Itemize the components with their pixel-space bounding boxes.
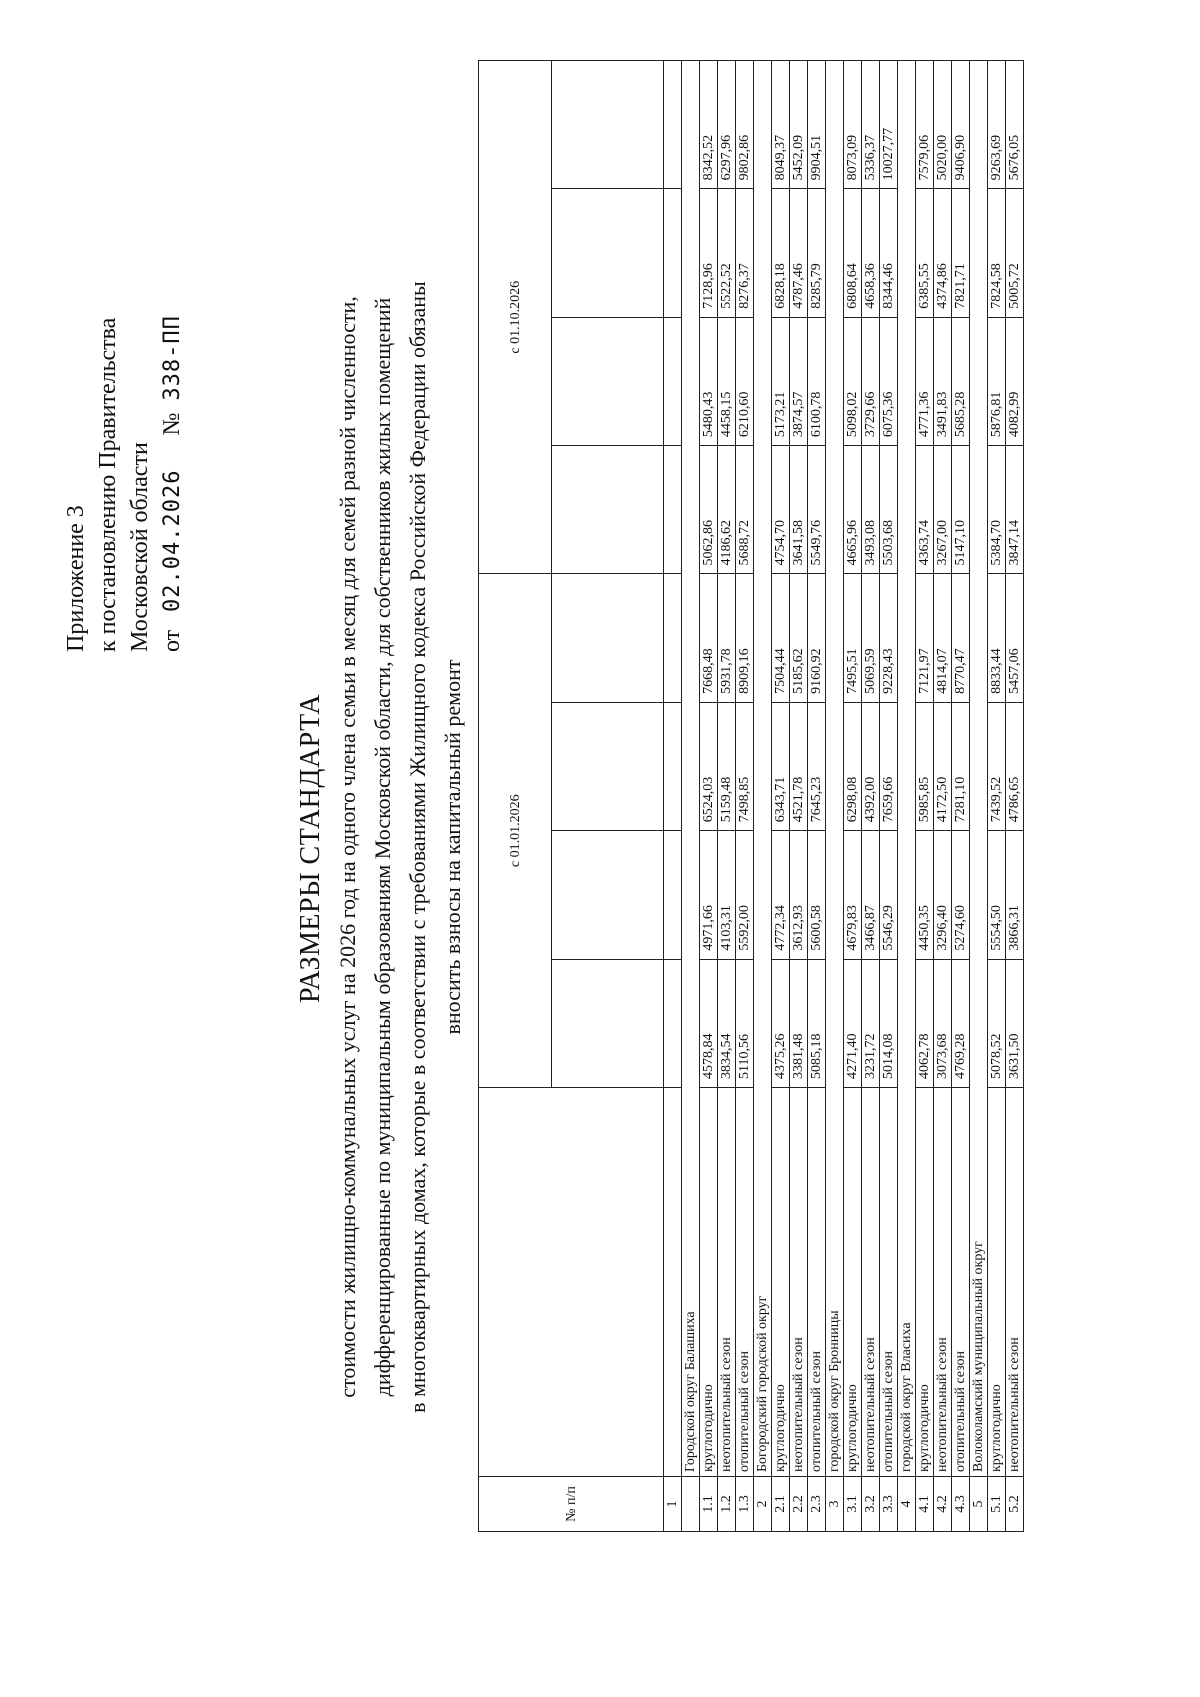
index-cell bbox=[664, 702, 682, 830]
value-cell: 4186,62 bbox=[718, 446, 736, 574]
value-cell: 5336,37 bbox=[862, 61, 880, 189]
value-cell: 6100,78 bbox=[808, 317, 826, 445]
value-cell: 4772,34 bbox=[772, 831, 790, 959]
index-cell: 1 bbox=[664, 1477, 682, 1532]
header-col-4 bbox=[552, 574, 664, 702]
index-cell bbox=[664, 446, 682, 574]
value-cell: 4103,31 bbox=[718, 831, 736, 959]
value-cell: 3874,57 bbox=[790, 317, 808, 445]
row-name: круглогодично bbox=[700, 1088, 718, 1477]
value-cell: 5452,09 bbox=[790, 61, 808, 189]
table-row bbox=[736, 61, 754, 1532]
value-cell: 8285,79 bbox=[808, 189, 826, 317]
group-num: 3 bbox=[826, 1477, 844, 1532]
value-cell: 5005,72 bbox=[1006, 189, 1024, 317]
row-num: 2.3 bbox=[808, 1477, 826, 1532]
value-cell: 4458,15 bbox=[718, 317, 736, 445]
value-cell: 4375,26 bbox=[772, 959, 790, 1087]
appendix-block bbox=[60, 132, 189, 652]
value-cell: 5110,56 bbox=[736, 959, 754, 1087]
value-cell: 7504,44 bbox=[772, 574, 790, 702]
value-cell: 4679,83 bbox=[844, 831, 862, 959]
value-cell: 5592,00 bbox=[736, 831, 754, 959]
row-name: круглогодично bbox=[988, 1088, 1006, 1477]
row-num: 3.2 bbox=[862, 1477, 880, 1532]
value-cell: 4771,36 bbox=[916, 317, 934, 445]
group-num: 2 bbox=[754, 1477, 772, 1532]
row-num: 3.1 bbox=[844, 1477, 862, 1532]
value-cell: 3866,31 bbox=[1006, 831, 1024, 959]
value-cell: 4062,78 bbox=[916, 959, 934, 1087]
value-cell: 5069,59 bbox=[862, 574, 880, 702]
value-cell: 6210,60 bbox=[736, 317, 754, 445]
value-cell: 3231,72 bbox=[862, 959, 880, 1087]
value-cell: 5676,05 bbox=[1006, 61, 1024, 189]
value-cell: 6385,55 bbox=[916, 189, 934, 317]
group-row bbox=[970, 61, 988, 1532]
document-title: РАЗМЕРЫ СТАНДАРТА bbox=[295, 693, 326, 1004]
value-cell: 5685,28 bbox=[952, 317, 970, 445]
value-cell: 7498,85 bbox=[736, 702, 754, 830]
table-row bbox=[952, 61, 970, 1532]
value-cell: 9802,86 bbox=[736, 61, 754, 189]
decree-date: 02.04.2026 bbox=[160, 469, 185, 612]
index-cell bbox=[664, 959, 682, 1087]
row-name: круглогодично bbox=[844, 1088, 862, 1477]
table-row bbox=[862, 61, 880, 1532]
row-name: круглогодично bbox=[916, 1088, 934, 1477]
value-cell: 3296,40 bbox=[934, 831, 952, 959]
value-cell: 4172,50 bbox=[934, 702, 952, 830]
value-cell: 5503,68 bbox=[880, 446, 898, 574]
appendix-date-line bbox=[156, 132, 189, 652]
value-cell: 5085,18 bbox=[808, 959, 826, 1087]
value-cell: 8833,44 bbox=[988, 574, 1006, 702]
row-num: 4.3 bbox=[952, 1477, 970, 1532]
header-col-5 bbox=[552, 446, 664, 574]
value-cell: 7579,06 bbox=[916, 61, 934, 189]
value-cell: 10027,77 bbox=[880, 61, 898, 189]
index-cell bbox=[664, 831, 682, 959]
date-prefix: от bbox=[159, 629, 185, 652]
value-cell: 6808,64 bbox=[844, 189, 862, 317]
header-name bbox=[479, 1088, 664, 1477]
row-num: 1.1 bbox=[700, 1477, 718, 1532]
group-name: Богородский городской округ bbox=[754, 61, 772, 1477]
value-cell: 8344,46 bbox=[880, 189, 898, 317]
value-cell: 8770,47 bbox=[952, 574, 970, 702]
value-cell: 5688,72 bbox=[736, 446, 754, 574]
value-cell: 5147,10 bbox=[952, 446, 970, 574]
row-name: круглогодично bbox=[772, 1088, 790, 1477]
row-num: 5.2 bbox=[1006, 1477, 1024, 1532]
header-col-1 bbox=[552, 959, 664, 1087]
appendix-line-2: к постановлению Правительства bbox=[95, 317, 121, 652]
value-cell: 5274,60 bbox=[952, 831, 970, 959]
value-cell: 4271,40 bbox=[844, 959, 862, 1087]
value-cell: 4769,28 bbox=[952, 959, 970, 1087]
value-cell: 7128,96 bbox=[700, 189, 718, 317]
appendix-line-3: Московской области bbox=[127, 442, 153, 652]
value-cell: 5078,52 bbox=[988, 959, 1006, 1087]
value-cell: 7824,58 bbox=[988, 189, 1006, 317]
value-cell: 4374,86 bbox=[934, 189, 952, 317]
decree-number: 338-ПП bbox=[160, 315, 185, 401]
value-cell: 8049,37 bbox=[772, 61, 790, 189]
row-num: 1.3 bbox=[736, 1477, 754, 1532]
table-row bbox=[1006, 61, 1024, 1532]
value-cell: 3466,87 bbox=[862, 831, 880, 959]
value-cell: 3631,50 bbox=[1006, 959, 1024, 1087]
value-cell: 5062,86 bbox=[700, 446, 718, 574]
value-cell: 4658,36 bbox=[862, 189, 880, 317]
table-row bbox=[808, 61, 826, 1532]
value-cell: 5185,62 bbox=[790, 574, 808, 702]
value-cell: 9406,90 bbox=[952, 61, 970, 189]
value-cell: 4363,74 bbox=[916, 446, 934, 574]
value-cell: 6343,71 bbox=[772, 702, 790, 830]
value-cell: 9160,92 bbox=[808, 574, 826, 702]
value-cell: 7659,66 bbox=[880, 702, 898, 830]
row-name: отопительный сезон bbox=[880, 1088, 898, 1477]
value-cell: 7121,97 bbox=[916, 574, 934, 702]
row-name: неотопительный сезон bbox=[934, 1088, 952, 1477]
value-cell: 4392,00 bbox=[862, 702, 880, 830]
value-cell: 5020,00 bbox=[934, 61, 952, 189]
value-cell: 4971,66 bbox=[700, 831, 718, 959]
group-num bbox=[682, 1477, 700, 1532]
value-cell: 7668,48 bbox=[700, 574, 718, 702]
value-cell: 4786,65 bbox=[1006, 702, 1024, 830]
table-row bbox=[790, 61, 808, 1532]
index-cell bbox=[664, 1088, 682, 1477]
value-cell: 3493,08 bbox=[862, 446, 880, 574]
value-cell: 3641,58 bbox=[790, 446, 808, 574]
header-num: № п/п bbox=[479, 1477, 664, 1532]
subtitle-line-2: дифференцированные по муниципальным образованиям Московской области, для собственников жилых помещений bbox=[370, 297, 395, 1397]
table-row bbox=[988, 61, 1006, 1532]
document-subtitle bbox=[330, 77, 470, 1617]
table-body bbox=[664, 61, 1024, 1532]
header-col-2 bbox=[552, 831, 664, 959]
value-cell: 3834,54 bbox=[718, 959, 736, 1087]
value-cell: 5549,76 bbox=[808, 446, 826, 574]
header-period-1: с 01.01.2026 bbox=[479, 574, 552, 1088]
value-cell: 4814,07 bbox=[934, 574, 952, 702]
value-cell: 9263,69 bbox=[988, 61, 1006, 189]
group-name: Волоколамский муниципальный округ bbox=[970, 61, 988, 1477]
table-row bbox=[880, 61, 898, 1532]
table-row bbox=[772, 61, 790, 1532]
index-cell bbox=[664, 61, 682, 189]
subtitle-line-1: стоимости жилищно-коммунальных услуг на 2026 год на одного члена семьи в месяц для семей разной численности, bbox=[335, 296, 360, 1398]
value-cell: 3729,66 bbox=[862, 317, 880, 445]
header-col-7 bbox=[552, 189, 664, 317]
row-name: отопительный сезон bbox=[736, 1088, 754, 1477]
group-name: Городской округ Балашиха bbox=[682, 61, 700, 1477]
index-cell bbox=[664, 574, 682, 702]
row-name: неотопительный сезон bbox=[1006, 1088, 1024, 1477]
row-num: 4.2 bbox=[934, 1477, 952, 1532]
subtitle-line-4: вносить взносы на капитальный ремонт bbox=[440, 659, 465, 1035]
value-cell: 5554,50 bbox=[988, 831, 1006, 959]
value-cell: 5546,29 bbox=[880, 831, 898, 959]
value-cell: 3491,83 bbox=[934, 317, 952, 445]
value-cell: 3381,48 bbox=[790, 959, 808, 1087]
table-row bbox=[844, 61, 862, 1532]
value-cell: 4578,84 bbox=[700, 959, 718, 1087]
subtitle-line-3: в многоквартирных домах, которые в соответствии с требованиями Жилищного кодекса Российской Федерации обязаны bbox=[405, 281, 430, 1413]
value-cell: 5014,08 bbox=[880, 959, 898, 1087]
group-num: 5 bbox=[970, 1477, 988, 1532]
value-cell: 3267,00 bbox=[934, 446, 952, 574]
value-cell: 5876,81 bbox=[988, 317, 1006, 445]
row-num: 1.2 bbox=[718, 1477, 736, 1532]
header-period-2: с 01.10.2026 bbox=[479, 61, 552, 575]
value-cell: 6524,03 bbox=[700, 702, 718, 830]
value-cell: 4450,35 bbox=[916, 831, 934, 959]
group-row bbox=[754, 61, 772, 1532]
index-cell bbox=[664, 317, 682, 445]
value-cell: 5173,21 bbox=[772, 317, 790, 445]
value-cell: 8909,16 bbox=[736, 574, 754, 702]
value-cell: 4787,46 bbox=[790, 189, 808, 317]
value-cell: 6075,36 bbox=[880, 317, 898, 445]
row-num: 4.1 bbox=[916, 1477, 934, 1532]
table-header-periods bbox=[479, 61, 552, 1532]
value-cell: 7821,71 bbox=[952, 189, 970, 317]
table-row bbox=[934, 61, 952, 1532]
row-name: неотопительный сезон bbox=[718, 1088, 736, 1477]
appendix-line-1: Приложение 3 bbox=[63, 505, 89, 652]
value-cell: 5931,78 bbox=[718, 574, 736, 702]
value-cell: 5384,70 bbox=[988, 446, 1006, 574]
group-row bbox=[898, 61, 916, 1532]
value-cell: 7645,23 bbox=[808, 702, 826, 830]
row-name: неотопительный сезон bbox=[790, 1088, 808, 1477]
index-cell bbox=[664, 189, 682, 317]
standards-table bbox=[478, 60, 1024, 1532]
row-num: 2.2 bbox=[790, 1477, 808, 1532]
value-cell: 9228,43 bbox=[880, 574, 898, 702]
value-cell: 3612,93 bbox=[790, 831, 808, 959]
table-row bbox=[718, 61, 736, 1532]
value-cell: 3847,14 bbox=[1006, 446, 1024, 574]
table-row bbox=[916, 61, 934, 1532]
group-num: 4 bbox=[898, 1477, 916, 1532]
header-col-8 bbox=[552, 61, 664, 189]
header-col-3 bbox=[552, 702, 664, 830]
row-num: 3.3 bbox=[880, 1477, 898, 1532]
number-prefix: № bbox=[159, 412, 185, 436]
value-cell: 5985,85 bbox=[916, 702, 934, 830]
value-cell: 5522,52 bbox=[718, 189, 736, 317]
value-cell: 4754,70 bbox=[772, 446, 790, 574]
group-name: городской округ Бронницы bbox=[826, 61, 844, 1477]
value-cell: 6828,18 bbox=[772, 189, 790, 317]
row-name: отопительный сезон bbox=[952, 1088, 970, 1477]
value-cell: 8342,52 bbox=[700, 61, 718, 189]
value-cell: 5159,48 bbox=[718, 702, 736, 830]
row-name: отопительный сезон bbox=[808, 1088, 826, 1477]
value-cell: 4665,96 bbox=[844, 446, 862, 574]
header-col-6 bbox=[552, 317, 664, 445]
value-cell: 9904,51 bbox=[808, 61, 826, 189]
value-cell: 5098,02 bbox=[844, 317, 862, 445]
value-cell: 4521,78 bbox=[790, 702, 808, 830]
table-index-row bbox=[664, 61, 682, 1532]
value-cell: 8073,09 bbox=[844, 61, 862, 189]
value-cell: 3073,68 bbox=[934, 959, 952, 1087]
value-cell: 5600,58 bbox=[808, 831, 826, 959]
row-name: неотопительный сезон bbox=[862, 1088, 880, 1477]
value-cell: 6297,96 bbox=[718, 61, 736, 189]
row-num: 5.1 bbox=[988, 1477, 1006, 1532]
value-cell: 8276,37 bbox=[736, 189, 754, 317]
group-row bbox=[682, 61, 700, 1532]
value-cell: 7495,51 bbox=[844, 574, 862, 702]
group-name: городской округ Власиха bbox=[898, 61, 916, 1477]
value-cell: 4082,99 bbox=[1006, 317, 1024, 445]
value-cell: 7439,52 bbox=[988, 702, 1006, 830]
value-cell: 5480,43 bbox=[700, 317, 718, 445]
value-cell: 5457,06 bbox=[1006, 574, 1024, 702]
value-cell: 7281,10 bbox=[952, 702, 970, 830]
table-row bbox=[700, 61, 718, 1532]
value-cell: 6298,08 bbox=[844, 702, 862, 830]
group-row bbox=[826, 61, 844, 1532]
row-num: 2.1 bbox=[772, 1477, 790, 1532]
